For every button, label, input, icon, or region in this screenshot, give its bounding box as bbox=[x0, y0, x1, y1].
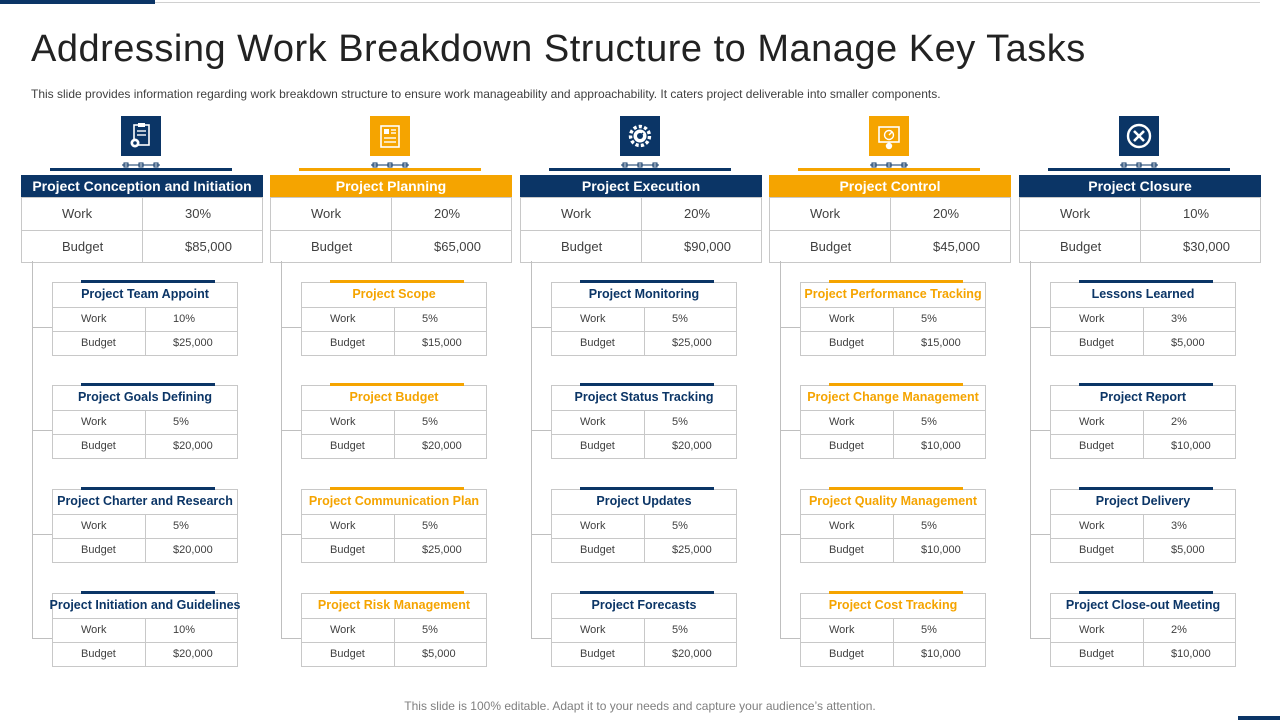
task-card bbox=[800, 282, 986, 356]
tree-connector-line bbox=[32, 534, 52, 535]
task-card-accent bbox=[81, 487, 215, 490]
task-title: Project Close-out Meeting bbox=[1065, 598, 1221, 612]
summary-work-value: 20% bbox=[933, 206, 960, 221]
task-card bbox=[301, 593, 487, 667]
task-work-label: Work bbox=[829, 313, 855, 325]
task-node bbox=[1030, 489, 1250, 569]
task-budget-label: Budget bbox=[330, 337, 365, 349]
tree-connector-line bbox=[780, 534, 800, 535]
task-work-value: 5% bbox=[672, 313, 688, 325]
task-divider bbox=[1143, 307, 1144, 355]
task-title: Project Change Management bbox=[807, 390, 979, 404]
task-budget-label: Budget bbox=[1079, 648, 1114, 660]
task-budget-value: $10,000 bbox=[921, 648, 961, 660]
task-work-value: 5% bbox=[672, 624, 688, 636]
task-budget-value: $5,000 bbox=[1171, 544, 1205, 556]
task-budget-value: $25,000 bbox=[672, 337, 712, 349]
task-card-accent bbox=[580, 280, 714, 283]
task-divider bbox=[1143, 618, 1144, 666]
phase-header: Project Control bbox=[769, 175, 1011, 197]
task-budget-label: Budget bbox=[829, 440, 864, 452]
task-divider bbox=[644, 514, 645, 562]
summary-divider bbox=[1140, 198, 1141, 262]
task-card-accent bbox=[829, 487, 963, 490]
task-work-label: Work bbox=[829, 624, 855, 636]
task-card bbox=[551, 282, 737, 356]
clipboard-gear-icon bbox=[121, 116, 161, 156]
task-work-label: Work bbox=[1079, 624, 1105, 636]
task-budget-value: $5,000 bbox=[422, 648, 456, 660]
task-divider bbox=[1143, 514, 1144, 562]
task-work-value: 5% bbox=[422, 416, 438, 428]
tree-connector-line bbox=[281, 638, 301, 639]
task-budget-label: Budget bbox=[580, 440, 615, 452]
connector-dots-icon bbox=[621, 156, 659, 164]
task-divider bbox=[394, 307, 395, 355]
phase-summary-table bbox=[21, 197, 263, 263]
footer-note: This slide is 100% editable. Adapt it to your needs and capture your audience’s attention. bbox=[404, 699, 876, 713]
task-budget-label: Budget bbox=[580, 544, 615, 556]
task-budget-label: Budget bbox=[330, 440, 365, 452]
task-work-label: Work bbox=[330, 624, 356, 636]
task-work-value: 5% bbox=[672, 416, 688, 428]
task-title: Project Status Tracking bbox=[574, 390, 714, 404]
task-title: Project Goals Defining bbox=[77, 390, 213, 404]
task-node bbox=[780, 489, 1000, 569]
tree-connector-line bbox=[32, 327, 52, 328]
task-node bbox=[780, 282, 1000, 362]
tree-connector-line bbox=[1030, 327, 1050, 328]
phase-header: Project Execution bbox=[520, 175, 762, 197]
task-work-value: 5% bbox=[422, 520, 438, 532]
summary-budget-label: Budget bbox=[311, 239, 353, 254]
summary-divider bbox=[391, 198, 392, 262]
summary-work-value: 20% bbox=[684, 206, 711, 221]
task-node bbox=[1030, 282, 1250, 362]
task-work-label: Work bbox=[81, 520, 107, 532]
tree-connector-line bbox=[780, 638, 800, 639]
task-budget-label: Budget bbox=[330, 648, 365, 660]
task-node bbox=[780, 593, 1000, 673]
task-work-value: 5% bbox=[921, 520, 937, 532]
task-work-value: 2% bbox=[1171, 624, 1187, 636]
task-work-value: 3% bbox=[1171, 520, 1187, 532]
task-work-label: Work bbox=[580, 520, 606, 532]
phase-header: Project Closure bbox=[1019, 175, 1261, 197]
task-work-label: Work bbox=[81, 416, 107, 428]
task-budget-label: Budget bbox=[580, 648, 615, 660]
task-title: Project Performance Tracking bbox=[804, 287, 982, 301]
task-divider bbox=[644, 307, 645, 355]
tree-connector-line bbox=[531, 534, 551, 535]
task-work-value: 5% bbox=[921, 416, 937, 428]
task-card-accent bbox=[1079, 591, 1213, 594]
task-card-accent bbox=[829, 591, 963, 594]
phase-header: Project Planning bbox=[270, 175, 512, 197]
summary-budget-value: $65,000 bbox=[434, 239, 481, 254]
task-work-label: Work bbox=[330, 520, 356, 532]
task-work-label: Work bbox=[580, 313, 606, 325]
task-budget-value: $10,000 bbox=[921, 440, 961, 452]
tree-connector-line bbox=[531, 430, 551, 431]
phase-top-rule bbox=[798, 168, 980, 171]
task-work-value: 5% bbox=[173, 416, 189, 428]
task-divider bbox=[145, 410, 146, 458]
task-card-accent bbox=[580, 591, 714, 594]
page-title: Addressing Work Breakdown Structure to Manage Key Tasks bbox=[31, 28, 1086, 70]
task-title: Project Forecasts bbox=[591, 598, 697, 612]
summary-divider bbox=[142, 198, 143, 262]
task-card-accent bbox=[330, 487, 464, 490]
task-card bbox=[301, 489, 487, 563]
tree-connector-line bbox=[1030, 430, 1050, 431]
task-budget-value: $25,000 bbox=[672, 544, 712, 556]
wbs-column-4 bbox=[1019, 0, 1261, 720]
task-budget-value: $20,000 bbox=[173, 440, 213, 452]
connector-dots-icon bbox=[1120, 156, 1158, 164]
summary-budget-value: $45,000 bbox=[933, 239, 980, 254]
task-budget-value: $10,000 bbox=[1171, 440, 1211, 452]
task-budget-value: $10,000 bbox=[1171, 648, 1211, 660]
task-budget-label: Budget bbox=[580, 337, 615, 349]
task-card bbox=[1050, 385, 1236, 459]
task-budget-value: $5,000 bbox=[1171, 337, 1205, 349]
phase-summary-table bbox=[1019, 197, 1261, 263]
task-node bbox=[1030, 385, 1250, 465]
task-budget-label: Budget bbox=[1079, 544, 1114, 556]
task-title: Lessons Learned bbox=[1091, 287, 1195, 301]
summary-budget-label: Budget bbox=[62, 239, 104, 254]
summary-work-label: Work bbox=[311, 206, 342, 221]
wbs-column-0 bbox=[21, 0, 263, 720]
summary-work-label: Work bbox=[1060, 206, 1091, 221]
task-work-value: 3% bbox=[1171, 313, 1187, 325]
task-divider bbox=[394, 514, 395, 562]
task-budget-label: Budget bbox=[81, 337, 116, 349]
summary-work-value: 30% bbox=[185, 206, 212, 221]
task-card bbox=[800, 593, 986, 667]
task-work-label: Work bbox=[330, 313, 356, 325]
task-divider bbox=[893, 514, 894, 562]
task-card bbox=[52, 489, 238, 563]
summary-budget-value: $85,000 bbox=[185, 239, 232, 254]
task-node bbox=[32, 282, 252, 362]
wbs-column-2 bbox=[520, 0, 762, 720]
gear-icon bbox=[620, 116, 660, 156]
task-budget-value: $25,000 bbox=[422, 544, 462, 556]
task-card bbox=[1050, 593, 1236, 667]
summary-work-label: Work bbox=[62, 206, 93, 221]
task-budget-label: Budget bbox=[81, 544, 116, 556]
task-divider bbox=[145, 618, 146, 666]
summary-budget-value: $90,000 bbox=[684, 239, 731, 254]
tree-connector-line bbox=[1030, 638, 1050, 639]
task-work-value: 5% bbox=[921, 313, 937, 325]
summary-work-value: 10% bbox=[1183, 206, 1210, 221]
task-budget-value: $25,000 bbox=[173, 337, 213, 349]
page-subtitle: This slide provides information regarding work breakdown structure to ensure work manageability and approachability. It caters project deliverable into smaller components. bbox=[31, 87, 941, 101]
task-title: Project Updates bbox=[596, 494, 692, 508]
task-divider bbox=[394, 618, 395, 666]
task-card-accent bbox=[1079, 280, 1213, 283]
task-card bbox=[1050, 282, 1236, 356]
task-node bbox=[531, 593, 751, 673]
task-node bbox=[281, 489, 501, 569]
task-card bbox=[551, 489, 737, 563]
summary-work-value: 20% bbox=[434, 206, 461, 221]
task-card-accent bbox=[580, 487, 714, 490]
tree-connector-line bbox=[531, 327, 551, 328]
task-budget-value: $15,000 bbox=[422, 337, 462, 349]
task-node bbox=[281, 385, 501, 465]
task-card-accent bbox=[1079, 487, 1213, 490]
task-budget-value: $20,000 bbox=[672, 648, 712, 660]
task-work-value: 5% bbox=[672, 520, 688, 532]
task-budget-label: Budget bbox=[1079, 337, 1114, 349]
task-work-value: 10% bbox=[173, 624, 196, 636]
tree-connector-line bbox=[1030, 534, 1050, 535]
task-work-label: Work bbox=[829, 416, 855, 428]
summary-work-label: Work bbox=[810, 206, 841, 221]
phase-header: Project Conception and Initiation bbox=[21, 175, 263, 197]
task-work-label: Work bbox=[580, 624, 606, 636]
task-card bbox=[1050, 489, 1236, 563]
task-budget-label: Budget bbox=[829, 544, 864, 556]
task-divider bbox=[644, 618, 645, 666]
summary-divider bbox=[641, 198, 642, 262]
task-card bbox=[551, 385, 737, 459]
summary-budget-value: $30,000 bbox=[1183, 239, 1230, 254]
task-card-accent bbox=[580, 383, 714, 386]
task-divider bbox=[145, 514, 146, 562]
task-card-accent bbox=[829, 383, 963, 386]
task-node bbox=[281, 282, 501, 362]
task-budget-label: Budget bbox=[1079, 440, 1114, 452]
task-budget-label: Budget bbox=[330, 544, 365, 556]
task-node bbox=[1030, 593, 1250, 673]
task-work-label: Work bbox=[330, 416, 356, 428]
task-work-value: 2% bbox=[1171, 416, 1187, 428]
tree-connector-line bbox=[780, 327, 800, 328]
task-work-label: Work bbox=[1079, 520, 1105, 532]
task-node bbox=[531, 282, 751, 362]
task-divider bbox=[893, 618, 894, 666]
task-title: Project Budget bbox=[349, 390, 439, 404]
task-budget-label: Budget bbox=[829, 337, 864, 349]
phase-summary-table bbox=[769, 197, 1011, 263]
summary-work-label: Work bbox=[561, 206, 592, 221]
task-divider bbox=[145, 307, 146, 355]
task-budget-value: $20,000 bbox=[672, 440, 712, 452]
bottom-accent-bar bbox=[1238, 716, 1280, 720]
task-node bbox=[32, 385, 252, 465]
wbs-column-1 bbox=[270, 0, 512, 720]
task-work-label: Work bbox=[1079, 416, 1105, 428]
tree-connector-line bbox=[32, 430, 52, 431]
tree-connector-line bbox=[281, 327, 301, 328]
task-card-accent bbox=[330, 383, 464, 386]
task-card bbox=[52, 282, 238, 356]
task-card bbox=[551, 593, 737, 667]
task-budget-value: $10,000 bbox=[921, 544, 961, 556]
task-title: Project Monitoring bbox=[588, 287, 700, 301]
task-title: Project Quality Management bbox=[808, 494, 978, 508]
task-budget-label: Budget bbox=[829, 648, 864, 660]
summary-divider bbox=[890, 198, 891, 262]
task-card-accent bbox=[1079, 383, 1213, 386]
task-work-label: Work bbox=[829, 520, 855, 532]
wbs-column-3 bbox=[769, 0, 1011, 720]
task-card-accent bbox=[829, 280, 963, 283]
connector-dots-icon bbox=[371, 156, 409, 164]
task-work-value: 5% bbox=[173, 520, 189, 532]
task-title: Project Delivery bbox=[1095, 494, 1191, 508]
task-title: Project Team Appoint bbox=[81, 287, 209, 301]
task-card bbox=[800, 489, 986, 563]
tree-connector-line bbox=[281, 430, 301, 431]
task-divider bbox=[893, 307, 894, 355]
task-node bbox=[531, 489, 751, 569]
phase-top-rule bbox=[299, 168, 481, 171]
connector-dots-icon bbox=[870, 156, 908, 164]
task-work-value: 5% bbox=[422, 313, 438, 325]
task-work-value: 5% bbox=[921, 624, 937, 636]
phase-top-rule bbox=[549, 168, 731, 171]
phase-summary-table bbox=[520, 197, 762, 263]
tree-connector-line bbox=[32, 638, 52, 639]
task-budget-value: $20,000 bbox=[173, 648, 213, 660]
task-budget-value: $20,000 bbox=[173, 544, 213, 556]
task-title: Project Communication Plan bbox=[308, 494, 480, 508]
task-work-value: 5% bbox=[422, 624, 438, 636]
phase-top-rule bbox=[50, 168, 232, 171]
summary-budget-label: Budget bbox=[810, 239, 852, 254]
task-title: Project Charter and Research bbox=[57, 494, 233, 508]
task-card-accent bbox=[81, 383, 215, 386]
task-budget-value: $15,000 bbox=[921, 337, 961, 349]
task-title: Project Cost Tracking bbox=[828, 598, 958, 612]
task-divider bbox=[644, 410, 645, 458]
connector-dots-icon bbox=[122, 156, 160, 164]
phase-summary-table bbox=[270, 197, 512, 263]
control-dashboard-icon bbox=[869, 116, 909, 156]
task-title: Project Scope bbox=[352, 287, 436, 301]
planning-document-icon bbox=[370, 116, 410, 156]
task-card bbox=[52, 385, 238, 459]
task-card-accent bbox=[81, 280, 215, 283]
task-node bbox=[281, 593, 501, 673]
tree-connector-line bbox=[531, 638, 551, 639]
task-divider bbox=[893, 410, 894, 458]
task-budget-label: Budget bbox=[81, 440, 116, 452]
task-card bbox=[301, 282, 487, 356]
task-node bbox=[780, 385, 1000, 465]
task-card bbox=[49, 593, 241, 667]
task-work-label: Work bbox=[1079, 313, 1105, 325]
tree-connector-line bbox=[780, 430, 800, 431]
task-work-label: Work bbox=[81, 624, 107, 636]
task-card-accent bbox=[330, 591, 464, 594]
task-node bbox=[531, 385, 751, 465]
task-title: Project Report bbox=[1099, 390, 1187, 404]
task-card-accent bbox=[81, 591, 215, 594]
task-card bbox=[800, 385, 986, 459]
task-work-value: 10% bbox=[173, 313, 196, 325]
task-node bbox=[32, 489, 252, 569]
task-title: Project Risk Management bbox=[317, 598, 471, 612]
task-card bbox=[301, 385, 487, 459]
task-divider bbox=[1143, 410, 1144, 458]
tree-connector-line bbox=[281, 534, 301, 535]
task-budget-label: Budget bbox=[81, 648, 116, 660]
task-work-label: Work bbox=[81, 313, 107, 325]
task-node bbox=[32, 593, 252, 673]
summary-budget-label: Budget bbox=[1060, 239, 1102, 254]
task-card-accent bbox=[330, 280, 464, 283]
close-circle-icon bbox=[1119, 116, 1159, 156]
task-title: Project Initiation and Guidelines bbox=[49, 598, 241, 612]
phase-top-rule bbox=[1048, 168, 1230, 171]
task-budget-value: $20,000 bbox=[422, 440, 462, 452]
task-divider bbox=[394, 410, 395, 458]
summary-budget-label: Budget bbox=[561, 239, 603, 254]
task-work-label: Work bbox=[580, 416, 606, 428]
